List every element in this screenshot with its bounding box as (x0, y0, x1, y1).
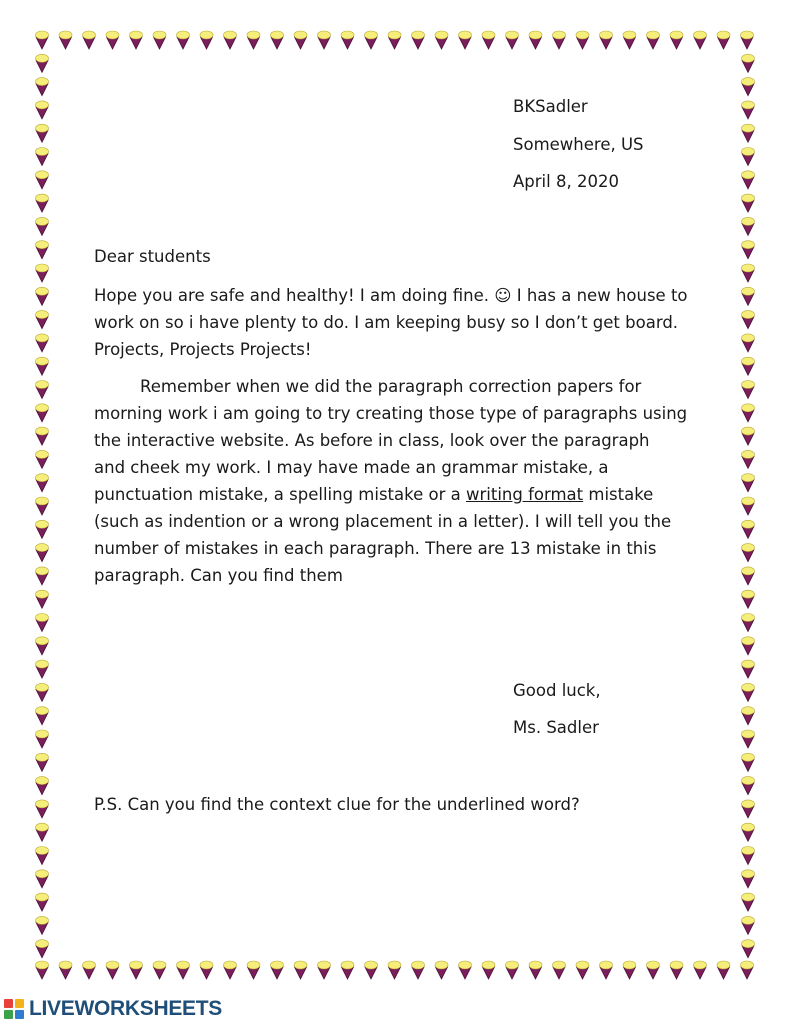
ice-cream-cone-icon (106, 961, 119, 979)
ice-cream-cone-icon (742, 78, 755, 96)
ice-cream-cone-icon (177, 961, 190, 979)
ice-cream-cone-icon (459, 961, 472, 979)
ice-cream-cone-icon (742, 450, 755, 468)
paragraph1-line: work on so i have plenty to do. I am keeping busy so I don’t get board. (94, 313, 679, 332)
ice-cream-cone-icon (36, 916, 49, 934)
ice-cream-cone-icon (36, 893, 49, 911)
ice-cream-cone-icon (36, 124, 49, 142)
ice-cream-cone-icon (59, 961, 72, 979)
ice-cream-cone-icon (341, 31, 354, 49)
ice-cream-cone-icon (742, 171, 755, 189)
ice-cream-cone-icon (694, 31, 707, 49)
ice-cream-cone-icon (670, 31, 683, 49)
ice-cream-cone-icon (529, 31, 542, 49)
ice-cream-cone-icon (318, 961, 331, 979)
ice-cream-cone-icon (742, 823, 755, 841)
ice-cream-cone-icon (742, 124, 755, 142)
ice-cream-cone-icon (742, 590, 755, 608)
paragraph1-line: Projects, Projects Projects! (94, 340, 312, 359)
ice-cream-cone-icon (742, 54, 755, 72)
ice-cream-cone-icon (36, 148, 49, 166)
ice-cream-cone-icon (365, 31, 378, 49)
ice-cream-cone-icon (742, 148, 755, 166)
ice-cream-cone-icon (153, 961, 166, 979)
ice-cream-cone-icon (271, 31, 284, 49)
ice-cream-cone-icon (36, 474, 49, 492)
ice-cream-cone-icon (36, 171, 49, 189)
ice-cream-cone-icon (224, 961, 237, 979)
ice-cream-cone-icon (365, 961, 378, 979)
ice-cream-cone-icon (36, 450, 49, 468)
ice-cream-cone-icon (36, 940, 49, 958)
ice-cream-cone-icon (36, 614, 49, 632)
ice-cream-cone-icon (130, 31, 143, 49)
ice-cream-cone-icon (742, 800, 755, 818)
ice-cream-cone-icon (36, 287, 49, 305)
ice-cream-cone-icon (506, 31, 519, 49)
ice-cream-cone-icon (670, 961, 683, 979)
ice-cream-cone-icon (36, 217, 49, 235)
ice-cream-cone-icon (742, 916, 755, 934)
ice-cream-cone-icon (694, 961, 707, 979)
ice-cream-cone-icon (59, 31, 72, 49)
ice-cream-cone-icon (742, 753, 755, 771)
underlined-word: writing format (465, 485, 584, 504)
ice-cream-cone-icon (623, 31, 636, 49)
ice-cream-cone-icon (742, 940, 755, 958)
ice-cream-cone-icon (742, 474, 755, 492)
ice-cream-cone-icon (36, 241, 49, 259)
ice-cream-cone-icon (177, 31, 190, 49)
paragraph2-line: (such as indention or a wrong placement in a letter). I will tell you the (94, 512, 672, 531)
ice-cream-cone-icon (600, 961, 613, 979)
ice-cream-cone-icon (742, 497, 755, 515)
sender-location: Somewhere, US (513, 135, 644, 154)
ice-cream-cone-icon (36, 823, 49, 841)
ice-cream-cone-icon (36, 31, 49, 49)
paragraph2-line: Remember when we did the paragraph correction papers for (140, 377, 642, 396)
closing-phrase: Good luck, (513, 681, 601, 700)
paragraph1-line: Hope you are safe and healthy! I am doing fine. ☺ I has a new house to (94, 286, 688, 305)
ice-cream-cone-icon (36, 544, 49, 562)
ice-cream-cone-icon (36, 54, 49, 72)
ice-cream-cone-icon (36, 870, 49, 888)
paragraph2-line: morning work i am going to try creating those type of paragraphs using (94, 404, 688, 423)
logo-icon (4, 998, 26, 1020)
ice-cream-cone-icon (318, 31, 331, 49)
paragraph2-line: number of mistakes in each paragraph. There are 13 mistake in this (94, 539, 657, 558)
ice-cream-cone-icon (741, 31, 754, 49)
ice-cream-cone-icon (717, 961, 730, 979)
ice-cream-cone-icon (200, 31, 213, 49)
ice-cream-cone-icon (36, 497, 49, 515)
ice-cream-cone-icon (647, 961, 660, 979)
ice-cream-cone-icon (435, 31, 448, 49)
ice-cream-cone-icon (36, 660, 49, 678)
ice-cream-cone-icon (388, 31, 401, 49)
ice-cream-cone-icon (36, 777, 49, 795)
ice-cream-cone-icon (742, 101, 755, 119)
ice-cream-cone-icon (200, 961, 213, 979)
logo-text: LIVEWORKSHEETS (29, 997, 222, 1020)
ice-cream-cone-icon (482, 31, 495, 49)
ice-cream-cone-icon (36, 707, 49, 725)
ice-cream-cone-icon (36, 78, 49, 96)
ice-cream-cone-icon (742, 777, 755, 795)
ice-cream-cone-icon (247, 961, 260, 979)
ice-cream-cone-icon (623, 961, 636, 979)
ice-cream-cone-icon (742, 544, 755, 562)
ice-cream-cone-icon (83, 31, 96, 49)
salutation: Dear students (94, 247, 211, 266)
sender-name: BKSadler (513, 97, 588, 116)
ice-cream-cone-icon (742, 404, 755, 422)
ice-cream-cone-icon (742, 637, 755, 655)
paragraph2-line (94, 481, 704, 508)
ice-cream-cone-icon (388, 961, 401, 979)
paragraph2-line: paragraph. Can you find them (94, 566, 343, 585)
ice-cream-cone-icon (576, 31, 589, 49)
ice-cream-cone-icon (600, 31, 613, 49)
ice-cream-cone-icon (742, 660, 755, 678)
ice-cream-cone-icon (36, 683, 49, 701)
line-text: mistake (583, 485, 654, 504)
ice-cream-cone-icon (742, 614, 755, 632)
ice-cream-cone-icon (36, 961, 49, 979)
ice-cream-cone-icon (36, 311, 49, 329)
ice-cream-cone-icon (83, 961, 96, 979)
ice-cream-cone-icon (742, 520, 755, 538)
ice-cream-cone-icon (341, 961, 354, 979)
line-text: punctuation mistake, a spelling mistake or a (94, 485, 466, 504)
ice-cream-cone-icon (36, 101, 49, 119)
ice-cream-cone-icon (36, 357, 49, 375)
ice-cream-cone-icon (36, 334, 49, 352)
liveworksheets-logo (4, 996, 222, 1022)
ice-cream-cone-icon (36, 637, 49, 655)
ice-cream-cone-icon (506, 961, 519, 979)
ice-cream-cone-icon (271, 961, 284, 979)
ice-cream-cone-icon (482, 961, 495, 979)
ice-cream-cone-icon (576, 961, 589, 979)
ice-cream-cone-icon (36, 194, 49, 212)
ice-cream-cone-icon (106, 31, 119, 49)
ice-cream-cone-icon (36, 427, 49, 445)
ice-cream-cone-icon (36, 567, 49, 585)
postscript: P.S. Can you find the context clue for the underlined word? (94, 795, 580, 814)
ice-cream-cone-icon (294, 31, 307, 49)
ice-cream-cone-icon (742, 194, 755, 212)
ice-cream-cone-icon (36, 847, 49, 865)
signature-name: Ms. Sadler (513, 718, 599, 737)
ice-cream-cone-icon (412, 31, 425, 49)
ice-cream-cone-icon (741, 961, 754, 979)
ice-cream-cone-icon (36, 264, 49, 282)
ice-cream-cone-icon (130, 961, 143, 979)
ice-cream-cone-icon (742, 334, 755, 352)
ice-cream-cone-icon (36, 404, 49, 422)
ice-cream-cone-icon (529, 961, 542, 979)
ice-cream-cone-icon (36, 520, 49, 538)
ice-cream-cone-icon (742, 707, 755, 725)
ice-cream-cone-icon (742, 567, 755, 585)
ice-cream-cone-icon (717, 31, 730, 49)
ice-cream-cone-icon (742, 847, 755, 865)
ice-cream-cone-icon (553, 31, 566, 49)
ice-cream-cone-icon (36, 381, 49, 399)
ice-cream-cone-icon (742, 730, 755, 748)
paragraph2-line: and cheek my work. I may have made an grammar mistake, a (94, 458, 609, 477)
ice-cream-cone-icon (412, 961, 425, 979)
ice-cream-cone-icon (435, 961, 448, 979)
ice-cream-cone-icon (36, 730, 49, 748)
ice-cream-cone-icon (742, 311, 755, 329)
ice-cream-cone-icon (742, 427, 755, 445)
ice-cream-cone-icon (742, 893, 755, 911)
ice-cream-cone-icon (294, 961, 307, 979)
ice-cream-cone-icon (742, 683, 755, 701)
ice-cream-cone-icon (36, 800, 49, 818)
ice-cream-cone-icon (742, 870, 755, 888)
ice-cream-cone-icon (742, 241, 755, 259)
paragraph2-line: the interactive website. As before in class, look over the paragraph (94, 431, 650, 450)
ice-cream-cone-icon (459, 31, 472, 49)
ice-cream-cone-icon (647, 31, 660, 49)
ice-cream-cone-icon (742, 264, 755, 282)
ice-cream-cone-icon (153, 31, 166, 49)
letter-date: April 8, 2020 (513, 172, 619, 191)
ice-cream-cone-icon (36, 753, 49, 771)
ice-cream-cone-icon (742, 217, 755, 235)
ice-cream-cone-icon (36, 590, 49, 608)
ice-cream-cone-icon (553, 961, 566, 979)
ice-cream-cone-icon (247, 31, 260, 49)
ice-cream-cone-icon (224, 31, 237, 49)
ice-cream-cone-icon (742, 287, 755, 305)
